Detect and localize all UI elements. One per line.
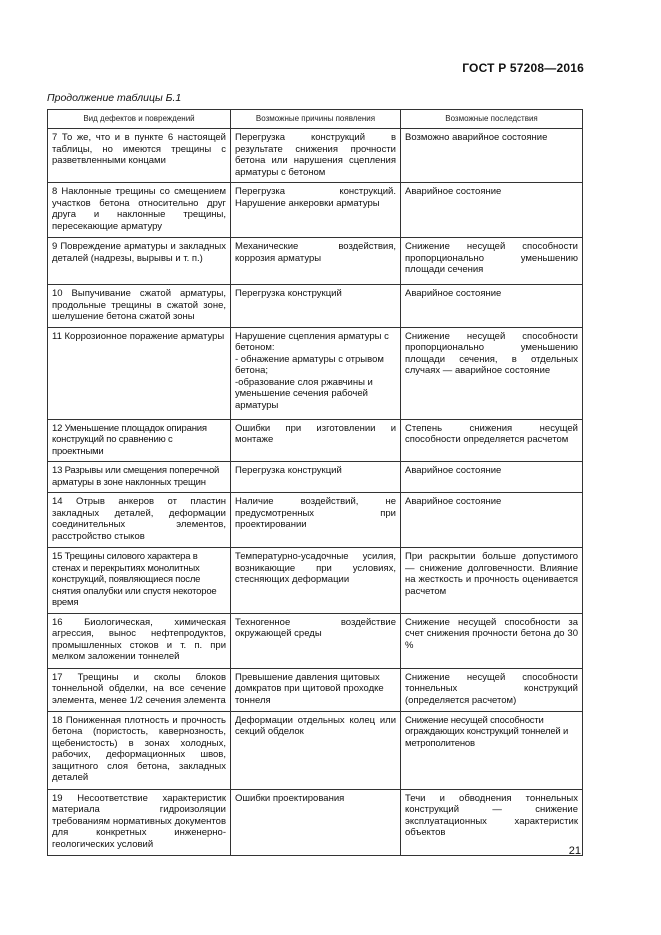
column-header-effect: Возможные последствия <box>401 110 583 129</box>
defect-cell: 10 Выпучивание сжатой арматуры, продольные трещины в сжатой зоне, шелушение бетона сжатой зоны <box>48 285 231 328</box>
defect-cell: 19 Несоответствие характеристик материала гидроизоляции требованиям нормативных документов для конкретных инженерно-геологических условий <box>48 789 231 855</box>
effect-cell: Аварийное состояние <box>401 493 583 548</box>
cause-cell: Техногенное воздействие окружающей среды <box>231 613 401 668</box>
table-row <box>48 327 583 419</box>
column-header-cause: Возможные причины появления <box>231 110 401 129</box>
column-header-defect: Вид дефектов и повреждений <box>48 110 231 129</box>
table-row <box>48 462 583 493</box>
cause-cell: Перегрузка конструкций в результате снижения прочности бетона или нарушения сцепления арматуры с бетоном <box>231 129 401 183</box>
cause-cell: Ошибки проектирования <box>231 789 401 855</box>
effect-cell: Возможно аварийное состояние <box>401 129 583 183</box>
effect-cell: Течи и обводнения тоннельных конструкций — снижение эксплуатационных характеристик объектов <box>401 789 583 855</box>
effect-cell: Снижение несущей способности ограждающих конструкций тоннелей и метрополитенов <box>401 711 583 789</box>
defect-cell: 17 Трещины и сколы блоков тоннельной обделки, на все сечение элемента, менее 1/2 сечения элемента <box>48 668 231 711</box>
cause-cell: Нарушение сцепления арматуры с бетоном: - обнажение арматуры с отрывом бетона; -образование слоя ржавчины и уменьшение сечения рабочей арматуры <box>231 327 401 419</box>
cause-cell: Деформации отдельных колец или секций обделок <box>231 711 401 789</box>
effect-cell: Аварийное состояние <box>401 183 583 238</box>
table-row <box>48 613 583 668</box>
table-row <box>48 789 583 855</box>
cause-cell: Ошибки при изготовлении и монтаже <box>231 419 401 462</box>
effect-cell: Аварийное состояние <box>401 462 583 493</box>
effect-cell: Снижение несущей способности за счет снижения прочности бетона до 30 % <box>401 613 583 668</box>
cause-cell: Механические воздействия, коррозия арматуры <box>231 238 401 285</box>
table-row <box>48 419 583 462</box>
table-row <box>48 183 583 238</box>
table-row <box>48 548 583 614</box>
defect-cell: 15 Трещины силового характера в стенах и перекрытиях монолитных конструкций, появляющиеся после снятия опалубки или спустя некоторое время <box>48 548 231 614</box>
table-row <box>48 711 583 789</box>
defect-cell: 9 Повреждение арматуры и закладных деталей (надрезы, вырывы и т. п.) <box>48 238 231 285</box>
defect-cell: 14 Отрыв анкеров от пластин закладных деталей, деформации соединительных элементов, расстройство стыков <box>48 493 231 548</box>
table-caption: Продолжение таблицы Б.1 <box>47 92 182 104</box>
standard-code: ГОСТ Р 57208—2016 <box>462 61 584 75</box>
defect-cell: 7 То же, что и в пункте 6 настоящей таблицы, но имеются трещины с разветвленными концами <box>48 129 231 183</box>
defects-table <box>47 109 583 856</box>
effect-cell: Снижение несущей способности пропорционально уменьшению площади сечения, в отдельных случаях — аварийное состояние <box>401 327 583 419</box>
cause-cell: Перегрузка конструкций. Нарушение анкеровки арматуры <box>231 183 401 238</box>
effect-cell: Аварийное состояние <box>401 285 583 328</box>
defect-cell: 16 Биологическая, химическая агрессия, вынос нефтепродуктов, промышленных стоков и т. п. при мелком заложении тоннелей <box>48 613 231 668</box>
table-row <box>48 668 583 711</box>
cause-cell: Температурно-усадочные усилия, возникающие при условиях, стесняющих деформации <box>231 548 401 614</box>
defect-cell: 8 Наклонные трещины со смещением участков бетона относительно друг друга и наклонные трещины, пересекающие арматуру <box>48 183 231 238</box>
effect-cell: Снижение несущей способности пропорционально уменьшению площади сечения <box>401 238 583 285</box>
cause-cell: Перегрузка конструкций <box>231 285 401 328</box>
table-row <box>48 285 583 328</box>
effect-cell: При раскрытии больше допустимого — снижение долговечности. Влияние на жесткость и прочность оценивается расчетом <box>401 548 583 614</box>
page-number: 21 <box>568 845 581 857</box>
table-row <box>48 129 583 183</box>
defect-cell: 11 Коррозионное поражение арматуры <box>48 327 231 419</box>
defect-cell: 18 Пониженная плотность и прочность бетона (пористость, кавернозность, щебенистость) в зонах холодных, рабочих, деформационных швов, защитного слоя бетона, закладных деталей <box>48 711 231 789</box>
effect-cell: Снижение несущей способности тоннельных конструкций (определяется расчетом) <box>401 668 583 711</box>
table-header-row <box>48 110 583 129</box>
cause-cell: Превышение давления щитовых домкратов при щитовой проходке тоннеля <box>231 668 401 711</box>
table-row <box>48 493 583 548</box>
effect-cell: Степень снижения несущей способности определяется расчетом <box>401 419 583 462</box>
defect-cell: 12 Уменьшение площадок опирания конструкций по сравнению с проектными <box>48 419 231 462</box>
table-row <box>48 238 583 285</box>
defect-cell: 13 Разрывы или смещения поперечной арматуры в зоне наклонных трещин <box>48 462 231 493</box>
cause-cell: Перегрузка конструкций <box>231 462 401 493</box>
cause-cell: Наличие воздействий, не предусмотренных при проектировании <box>231 493 401 548</box>
